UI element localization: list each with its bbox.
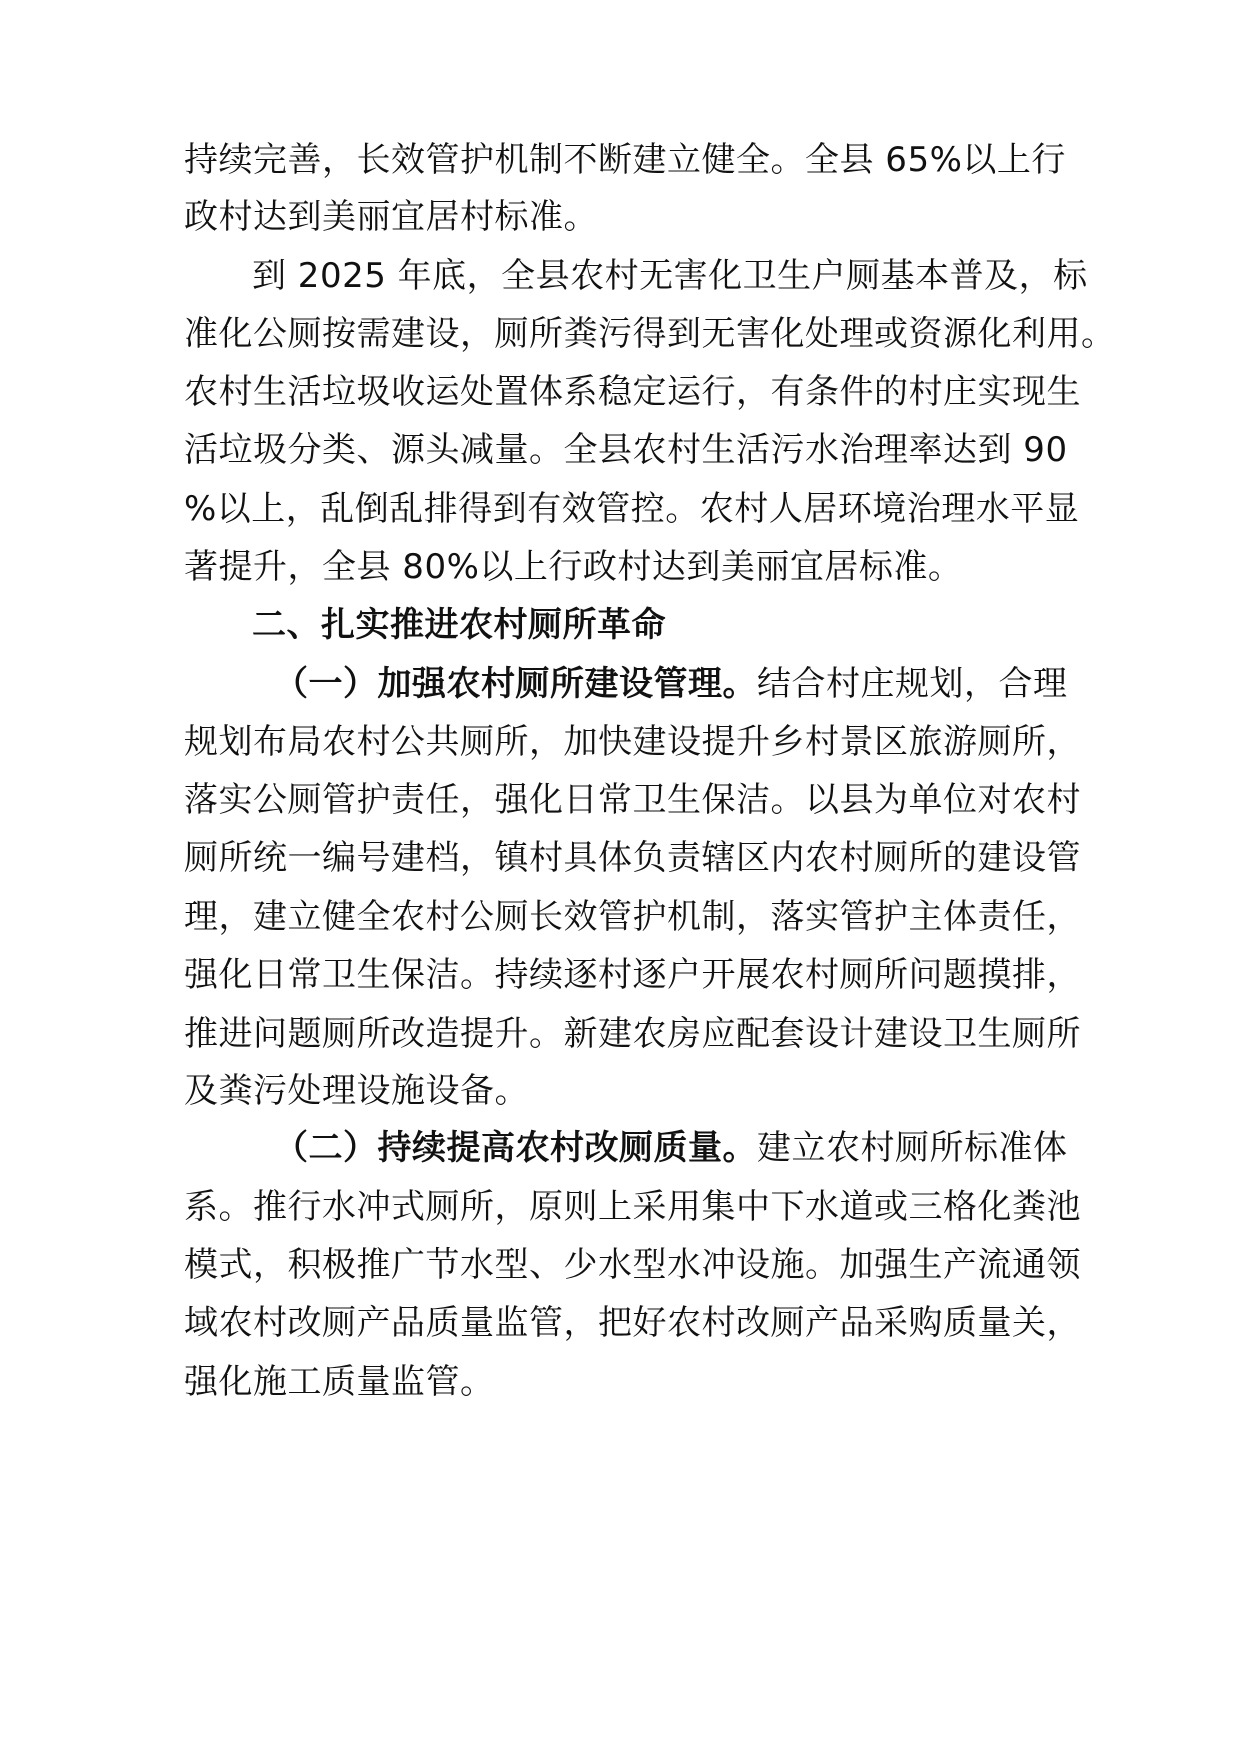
- paragraph-line: 落实公厕管护责任，强化日常卫生保洁。以县为单位对农村: [184, 780, 1081, 820]
- paragraph-line: 模式，积极推广节水型、少水型水冲设施。加强生产流通领: [184, 1245, 1081, 1285]
- paragraph-line: 厕所统一编号建档，镇村具体负责辖区内农村厕所的建设管: [184, 838, 1081, 878]
- subsection-body: 结合村庄规划，合理: [757, 664, 1068, 704]
- section-heading: 二、扎实推进农村厕所革命: [252, 605, 666, 645]
- paragraph-line: 活垃圾分类、源头减量。全县农村生活污水治理率达到 90: [184, 430, 1068, 470]
- paragraph-line: 及粪污处理设施设备。: [184, 1071, 529, 1111]
- subsection-body: 建立农村厕所标准体: [757, 1128, 1068, 1168]
- paragraph-line: 规划布局农村公共厕所，加快建设提升乡村景区旅游厕所，: [184, 722, 1081, 762]
- paragraph-line: 系。推行水冲式厕所，原则上采用集中下水道或三格化粪池: [184, 1187, 1081, 1227]
- paragraph-line: 政村达到美丽宜居村标准。: [184, 197, 598, 237]
- subsection-heading: （一）加强农村厕所建设管理。: [274, 664, 757, 704]
- paragraph-line: 到 2025 年底，全县农村无害化卫生户厕基本普及，标: [252, 256, 1088, 296]
- subsection-line: [274, 1128, 1068, 1168]
- paragraph-line: 著提升，全县 80%以上行政村达到美丽宜居标准。: [184, 547, 963, 587]
- paragraph-line: 强化施工质量监管。: [184, 1362, 495, 1402]
- paragraph-line: 推进问题厕所改造提升。新建农房应配套设计建设卫生厕所: [184, 1014, 1081, 1054]
- paragraph-line: 持续完善，长效管护机制不断建立健全。全县 65%以上行: [184, 140, 1066, 180]
- paragraph-line: 强化日常卫生保洁。持续逐村逐户开展农村厕所问题摸排，: [184, 955, 1081, 995]
- paragraph-line: 理，建立健全农村公厕长效管护机制，落实管护主体责任，: [184, 897, 1081, 937]
- paragraph-line: 域农村改厕产品质量监管，把好农村改厕产品采购质量关，: [184, 1303, 1081, 1343]
- paragraph-line: 农村生活垃圾收运处置体系稳定运行，有条件的村庄实现生: [184, 372, 1081, 412]
- subsection-heading: （二）持续提高农村改厕质量。: [274, 1128, 757, 1168]
- subsection-line: [274, 664, 1068, 704]
- paragraph-line: %以上，乱倒乱排得到有效管控。农村人居环境治理水平显: [184, 489, 1080, 529]
- paragraph-line: 准化公厕按需建设，厕所粪污得到无害化处理或资源化利用。: [184, 314, 1116, 354]
